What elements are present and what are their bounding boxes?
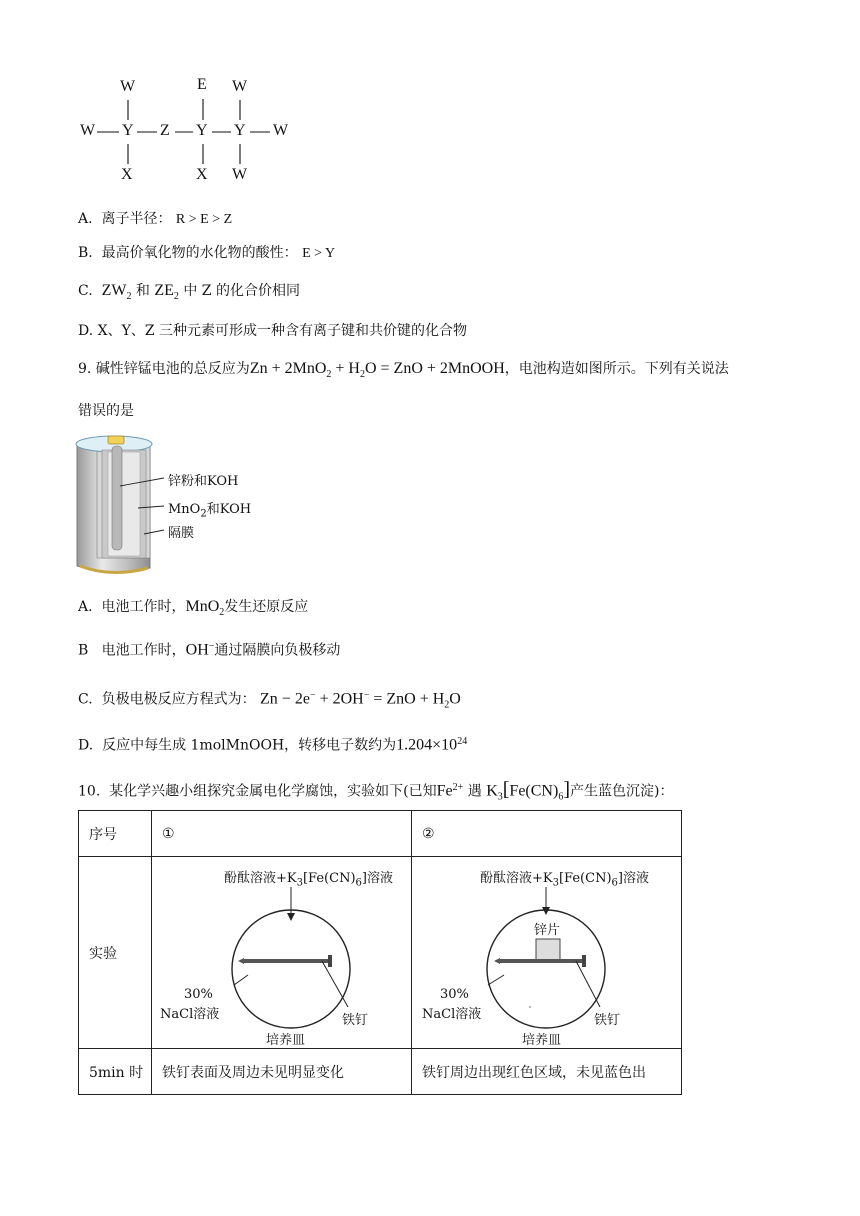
atom-w-top3: W: [232, 78, 248, 95]
formula-sup: 24: [457, 736, 468, 747]
option-text: X、Y、Z 三种元素可形成一种含有离子键和共价键的化合物: [97, 323, 468, 339]
label-sub: 6: [355, 877, 362, 889]
atom-y1: Y: [122, 122, 134, 139]
table-header-seq: 序号: [79, 811, 152, 857]
q8-option-d: [78, 321, 467, 341]
q10-stem: 10. 某化学兴趣小组探究金属电化学腐蚀，实验如下(已知$Fe^{2+}$ 遇 $K_3[Fe(CN)_6]$产生蓝色沉淀)：: [78, 778, 674, 803]
label-sub: 2: [200, 508, 207, 520]
option-text: 通过隔膜向负极移动: [214, 642, 341, 659]
table-header-exp2: ②: [412, 811, 682, 857]
dish-label: 培养皿: [266, 1033, 306, 1048]
option-label: B.: [78, 245, 93, 261]
q9-option-d: [78, 732, 467, 756]
battery-diagram: [72, 430, 272, 580]
q9-stem: [78, 359, 729, 385]
q8-option-b: [78, 243, 335, 264]
option-text: 电池工作时，: [101, 642, 186, 659]
equation-sub: 2: [326, 368, 332, 380]
option-text: 反应中每生成 1molMnOOH，转移电子数约为: [102, 737, 397, 754]
formula-sup: −: [208, 641, 215, 652]
formula-sub: 3: [497, 791, 503, 803]
zinc-sheet-label: 锌片: [534, 923, 561, 938]
formula-zw2: ZW: [101, 282, 127, 299]
label-text: MnO: [168, 502, 201, 517]
nacl-label: NaCl溶液: [422, 1007, 482, 1022]
equation: O = ZnO + 2MnOOH: [364, 360, 505, 377]
q9-option-b: [78, 637, 340, 661]
label-text: 和KOH: [206, 502, 252, 517]
atom-e-top: E: [197, 76, 207, 93]
formula: Fe: [436, 782, 453, 800]
formula-sup: −: [309, 690, 316, 701]
question-text: 碱性锌锰电池的总反应为: [95, 361, 250, 377]
q8-option-c: [78, 281, 300, 307]
label-sub: 6: [611, 877, 618, 889]
atom-w-top1: W: [120, 78, 136, 95]
option-label: C.: [78, 283, 93, 299]
result-exp2: 铁钉周边出现红色区域，未见蓝色出: [412, 1049, 682, 1095]
label-sub: 3: [552, 877, 559, 889]
option-label: A.: [78, 211, 93, 227]
nacl-percent: 30%: [440, 987, 469, 1002]
experiment-1-figure: [152, 857, 412, 1049]
atom-w-bottom3: W: [232, 166, 248, 183]
option-label: D.: [78, 323, 94, 339]
option-label: A.: [78, 599, 93, 615]
nail-label: 铁钉: [594, 1013, 621, 1028]
label-zinc-koh: 锌粉和KOH: [168, 474, 239, 489]
question-text: 某化学兴趣小组探究金属电化学腐蚀，实验如下(已知: [109, 783, 437, 800]
question-text: 产生蓝色沉淀)：: [569, 783, 674, 800]
formula-sub: 2: [173, 290, 179, 302]
bond-lines: [0, 0, 300, 200]
result-exp1: 铁钉表面及周边未见明显变化: [152, 1049, 412, 1095]
option-math: R > E > Z: [175, 212, 233, 227]
table-row-label-exp: 实验: [79, 857, 152, 1049]
formula-sub: 6: [558, 791, 564, 803]
label-text: ]溶液: [617, 871, 649, 886]
label-text: [Fe(CN): [558, 871, 612, 886]
equation: Zn + 2MnO: [249, 360, 327, 377]
atom-w-right: W: [273, 122, 289, 139]
formula: K: [486, 782, 498, 800]
formula-sup: 2+: [452, 782, 464, 793]
q8-option-a: [78, 209, 232, 230]
atom-z: Z: [160, 122, 170, 139]
formula: MnO: [185, 598, 220, 615]
q9-stem-line2: 错误的是: [78, 403, 134, 419]
atom-y3: Y: [234, 122, 246, 139]
question-text: ，电池构造如图所示。下列有关说法: [504, 361, 729, 377]
question-text: 遇: [467, 783, 482, 800]
formula: 1.204×10: [396, 736, 458, 754]
nacl-percent: 30%: [184, 987, 213, 1002]
question-number: 10.: [78, 783, 101, 800]
table-row-label-time: 5min 时: [79, 1049, 152, 1095]
equation-sub: 2: [359, 368, 365, 380]
atom-w-left: W: [80, 122, 96, 139]
option-text: 离子半径：: [101, 211, 172, 227]
q9-option-c: [78, 686, 461, 715]
label-sub: 3: [296, 877, 303, 889]
formula: Zn − 2e: [260, 690, 310, 708]
option-math: E > Y: [302, 246, 336, 261]
option-text: 最高价氧化物的水化物的酸性：: [101, 245, 298, 261]
question-number: 9.: [78, 361, 92, 377]
formula-sub: 2: [219, 606, 225, 618]
nail-label: 铁钉: [342, 1013, 369, 1028]
atom-x-bottom1: X: [121, 166, 133, 183]
label-mno2-koh: [168, 498, 251, 520]
option-text: 和: [135, 283, 150, 299]
q9-option-a: [78, 597, 308, 623]
option-label: D.: [78, 737, 94, 754]
label-text: ]溶液: [361, 871, 393, 886]
option-text: 中 Z 的化合价相同: [183, 283, 300, 299]
label-text: [Fe(CN): [302, 871, 356, 886]
table-header-exp1: ①: [152, 811, 412, 857]
option-text: 发生还原反应: [224, 599, 309, 615]
label-text: 酚酞溶液+K: [224, 871, 297, 886]
equation: + H: [331, 360, 360, 377]
formula-sub: 2: [444, 699, 450, 711]
atom-y2: Y: [196, 122, 208, 139]
formula-sub: 2: [126, 290, 132, 302]
experiment-2-figure: [412, 857, 682, 1049]
experiment-table: [78, 810, 682, 1095]
label-text: 酚酞溶液+K: [480, 871, 553, 886]
option-text: 电池工作时，: [101, 599, 186, 615]
atom-x-bottom2: X: [196, 166, 208, 183]
formula-ze2: ZE: [154, 282, 174, 299]
option-text: 负极电极反应方程式为：: [101, 691, 256, 708]
dish-label: 培养皿: [522, 1033, 562, 1048]
nacl-label: NaCl溶液: [160, 1007, 220, 1022]
formula: Fe(CN): [509, 782, 559, 800]
option-label: C.: [78, 691, 93, 708]
formula: O: [449, 690, 461, 708]
formula: = ZnO + H: [369, 690, 445, 708]
formula: + 2OH: [315, 690, 364, 708]
formula-sup: −: [363, 690, 370, 701]
label-membrane: 隔膜: [168, 526, 195, 541]
option-label: B: [78, 642, 89, 659]
formula: OH: [185, 641, 209, 659]
